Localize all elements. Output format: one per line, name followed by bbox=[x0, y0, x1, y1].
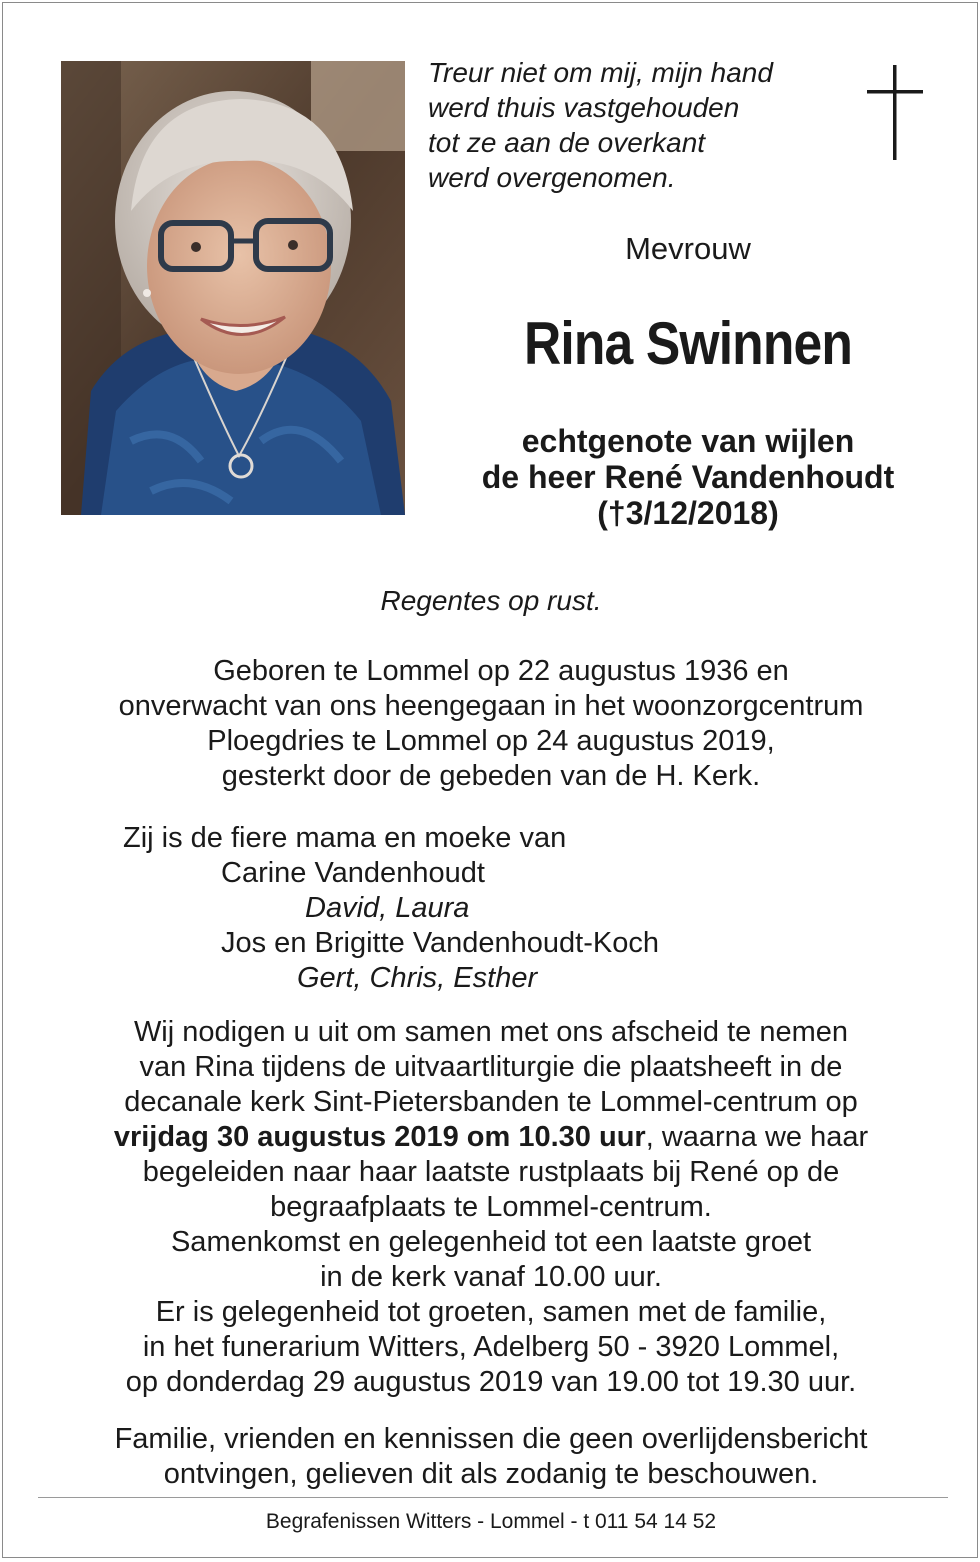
children-intro: Zij is de fiere mama en moeke van bbox=[123, 822, 567, 854]
service-date: vrijdag 30 augustus 2019 om 10.30 uur bbox=[113, 1121, 646, 1153]
cross-icon bbox=[865, 63, 925, 163]
poem-line: werd overgenomen. bbox=[428, 162, 676, 193]
service-line bbox=[3, 1120, 979, 1155]
service-line: Wij nodigen u uit om samen met ons afscheid te nemen bbox=[133, 1016, 849, 1048]
service-line: begeleiden naar haar laatste rustplaats bij René op de bbox=[142, 1156, 840, 1188]
birth-paragraph bbox=[3, 654, 979, 794]
grandchildren: Gert, Chris, Esther bbox=[297, 962, 538, 994]
service-line: Samenkomst en gelegenheid tot een laatste groet bbox=[170, 1226, 812, 1258]
service-line: van Rina tijdens de uitvaartliturgie die plaatsheeft in de bbox=[139, 1051, 843, 1083]
spouse-info bbox=[423, 423, 953, 531]
birth-line: gesterkt door de gebeden van de H. Kerk. bbox=[221, 760, 761, 792]
birth-line: Geboren te Lommel op 22 augustus 1936 en bbox=[213, 655, 789, 687]
notice-line: Familie, vrienden en kennissen die geen overlijdensbericht bbox=[114, 1423, 868, 1455]
service-line: Er is gelegenheid tot groeten, samen met de familie, bbox=[155, 1296, 827, 1328]
service-paragraph bbox=[3, 1015, 979, 1400]
service-line: op donderdag 29 augustus 2019 van 19.00 tot 19.30 uur. bbox=[125, 1366, 857, 1398]
service-line-rest: , waarna we haar bbox=[645, 1121, 869, 1153]
service-line: begraafplaats te Lommel-centrum. bbox=[270, 1191, 712, 1223]
service-line: decanale kerk Sint-Pietersbanden te Lommel-centrum op bbox=[124, 1086, 858, 1118]
service-line: in de kerk vanaf 10.00 uur. bbox=[320, 1261, 662, 1293]
deceased-title: Mevrouw bbox=[625, 231, 751, 266]
funeral-home-footer: Begrafenissen Witters - Lommel - t 011 54 14 52 bbox=[265, 1510, 717, 1533]
poem bbox=[428, 55, 858, 195]
notice-line: ontvingen, gelieven dit als zodanig te beschouwen. bbox=[163, 1458, 819, 1490]
portrait-photo bbox=[61, 61, 405, 515]
notice-paragraph bbox=[3, 1422, 979, 1492]
birth-line: onverwacht van ons heengegaan in het woonzorgcentrum bbox=[118, 690, 864, 722]
service-line: in het funerarium Witters, Adelberg 50 - 3920 Lommel, bbox=[142, 1331, 840, 1363]
children-list bbox=[3, 821, 659, 996]
portrait-illustration bbox=[61, 61, 405, 515]
birth-line: Ploegdries te Lommel op 24 augustus 2019, bbox=[207, 725, 775, 757]
deceased-name: Rina Swinnen bbox=[524, 310, 852, 377]
poem-line: werd thuis vastgehouden bbox=[428, 92, 740, 123]
spouse-line: echtgenote van wijlen bbox=[521, 423, 855, 459]
grandchildren: David, Laura bbox=[305, 892, 470, 924]
spouse-line: de heer René Vandenhoudt bbox=[481, 459, 895, 495]
footer-divider bbox=[38, 1497, 948, 1498]
obituary-card bbox=[2, 2, 978, 1558]
motto: Regentes op rust. bbox=[380, 585, 602, 616]
family-member: Jos en Brigitte Vandenhoudt-Koch bbox=[221, 927, 659, 959]
family-member: Carine Vandenhoudt bbox=[221, 857, 485, 889]
poem-line: Treur niet om mij, mijn hand bbox=[428, 57, 773, 88]
spouse-line: (†3/12/2018) bbox=[597, 495, 779, 531]
poem-line: tot ze aan de overkant bbox=[428, 127, 706, 158]
